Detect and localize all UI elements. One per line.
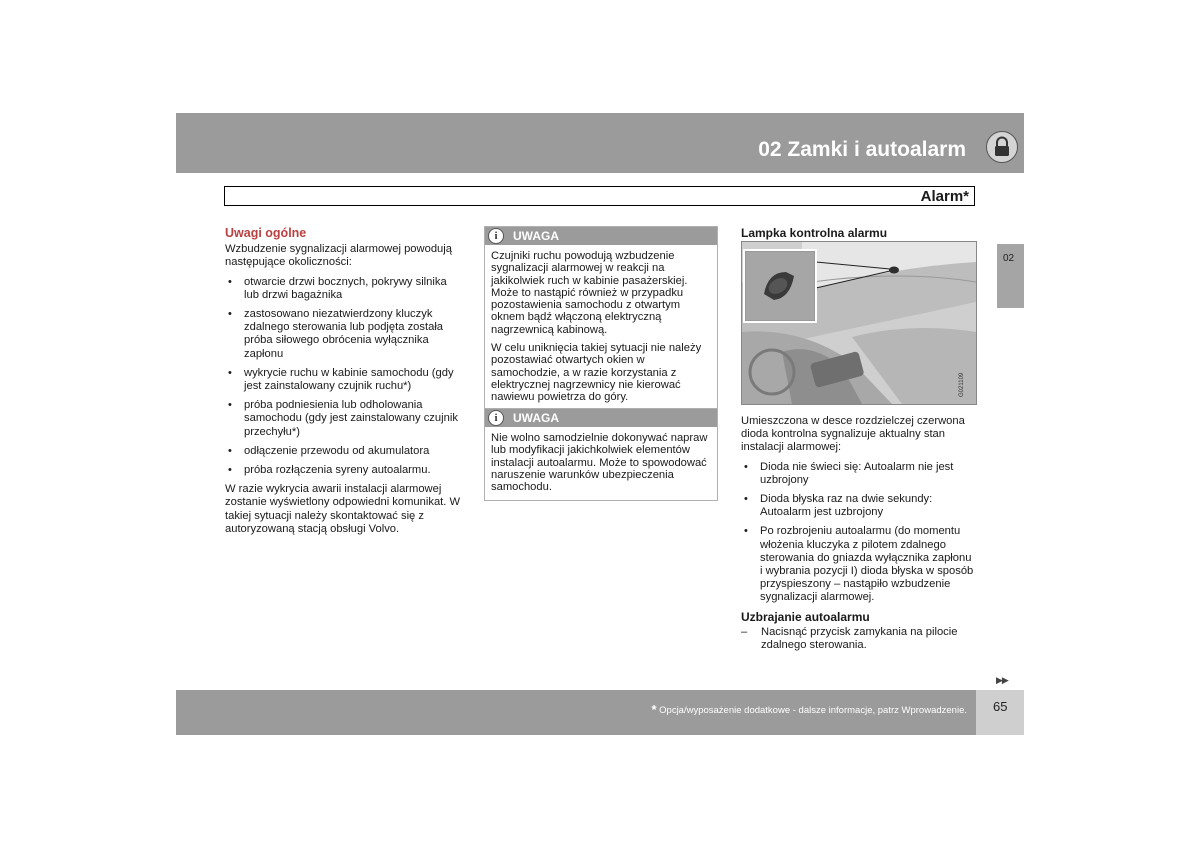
note-paragraph: Nie wolno samodzielnie dokonywać napraw lub modyfikacji jakichkolwiek elementów instalacji autoalarmu. Może to spowodować naruszenie warunków ubezpieczenia samochodu. <box>491 432 708 494</box>
note-box <box>484 408 718 501</box>
closing-paragraph: W razie wykrycia awarii instalacji alarmowej zostanie wyświetlony odpowiedni komunikat. W takiej sytuacji należy skontaktować się z autoryzowaną stacją obsługi Volvo. <box>225 483 461 535</box>
image-code: G021109 <box>959 372 965 397</box>
list-item: • odłączenie przewodu od akumulatora <box>225 445 461 458</box>
trigger-list <box>225 276 461 478</box>
intro-paragraph: Wzbudzenie sygnalizacji alarmowej powodują następujące okoliczności: <box>225 243 452 269</box>
list-item: • próba rozłączenia syreny autoalarmu. <box>225 464 461 477</box>
list-item: • zastosowano niezatwierdzony kluczyk zdalnego sterowania lub podjęta została próba siłowego obrócenia wyłącznika zapłonu <box>225 308 461 361</box>
dashboard-photo <box>741 241 977 405</box>
arming-steps <box>741 626 977 652</box>
section-title-box <box>224 186 975 206</box>
general-notes-heading: Uwagi ogólne <box>225 226 307 240</box>
right-column-heading-wrap <box>741 227 977 242</box>
footer-note <box>651 702 967 717</box>
note-body <box>485 427 717 500</box>
chapter-side-tab <box>997 244 1024 308</box>
section-title: Alarm* <box>920 188 969 205</box>
footer-star: * <box>651 702 657 717</box>
footer <box>176 690 976 735</box>
list-item: • Dioda błyska raz na dwie sekundy: Autoalarm jest uzbrojony <box>741 493 977 519</box>
alarm-indicator-heading: Lampka kontrolna alarmu <box>741 226 888 240</box>
indicator-list <box>741 461 977 605</box>
continue-icon: ▶▶ <box>996 675 1008 685</box>
footer-note-text: Opcja/wyposażenie dodatkowe - dalsze informacje, patrz Wprowadzenie. <box>659 705 967 716</box>
chapter-title: 02 Zamki i autoalarm <box>758 138 966 161</box>
list-item: • Dioda nie świeci się: Autoalarm nie jest uzbrojony <box>741 461 977 487</box>
list-item: • Po rozbrojeniu autoalarmu (do momentu włożenia kluczyka z pilotem zdalnego sterowania do gniazda wyłącznika zapłonu i wybrania pozycji I) dioda błyska w sposób przyspieszony – nastąpiło wzbudzenie sygnalizacji alarmowej. <box>741 525 977 604</box>
note-box <box>484 226 718 412</box>
right-column <box>741 415 977 652</box>
info-icon: i <box>488 410 504 426</box>
left-column <box>225 227 461 542</box>
note-paragraph: Czujniki ruchu powodują wzbudzenie sygnalizacji alarmowej w reakcji na jakikolwiek ruch w kabinie pasażerskiej. Może to nastąpić również w przypadku pozostawienia samochodu z otwartym oknem bądź włączoną elektryczną nagrzewnicą kabinową. <box>491 250 688 336</box>
page-number-box <box>976 690 1024 735</box>
chapter-side-tab-label: 02 <box>1003 253 1015 264</box>
lock-icon <box>986 131 1018 163</box>
list-item: • wykrycie ruchu w kabinie samochodu (gdy jest zainstalowany czujnik ruchu*) <box>225 367 461 393</box>
note-header <box>485 227 717 245</box>
note-label: UWAGA <box>513 411 559 425</box>
note-label: UWAGA <box>513 229 559 243</box>
info-icon: i <box>488 228 504 244</box>
list-item: • otwarcie drzwi bocznych, pokrywy silnika lub drzwi bagażnika <box>225 276 461 302</box>
list-item: • próba podniesienia lub odholowania samochodu (gdy jest zainstalowany czujnik przechyłu*) <box>225 399 461 439</box>
chapter-header <box>176 113 1024 173</box>
list-item: – Nacisnąć przycisk zamykania na pilocie zdalnego sterowania. <box>741 626 977 652</box>
arming-heading: Uzbrajanie autoalarmu <box>741 609 870 624</box>
page-number: 65 <box>993 699 1008 714</box>
note-header <box>485 409 717 427</box>
indicator-intro: Umieszczona w desce rozdzielczej czerwona dioda kontrolna sygnalizuje aktualny stan instalacji alarmowej: <box>741 415 965 454</box>
note-body <box>485 245 717 411</box>
note-paragraph: W celu uniknięcia takiej sytuacji nie należy pozostawiać otwartych okien w samochodzie, a w razie korzystania z elektrycznej nagrzewnicy nie kierować nawiewu powietrza do góry. <box>491 342 702 404</box>
